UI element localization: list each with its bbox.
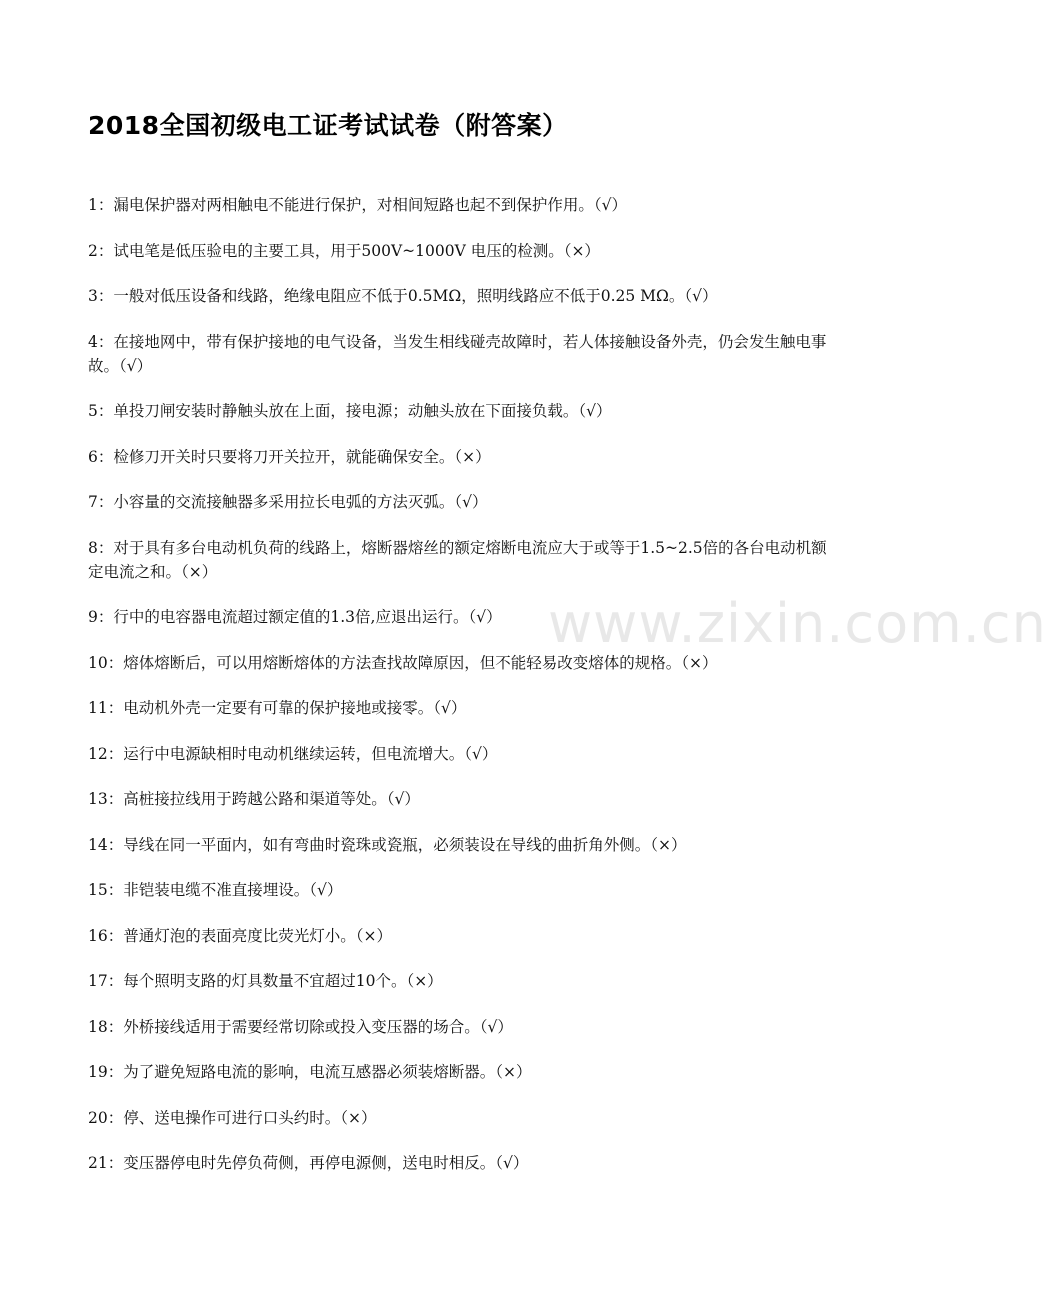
question-item-6: 6：检修刀开关时只要将刀开关拉开，就能确保安全。（×） <box>88 447 491 466</box>
question-item-5: 5：单投刀闸安装时静触头放在上面，接电源；动触头放在下面接负载。（√） <box>88 402 612 420</box>
question-item-12: 12：运行中电源缺相时电动机继续运转，但电流增大。（√） <box>88 744 498 763</box>
question-item-3: 3：一般对低压设备和线路，绝缘电阻应不低于0.5MΩ，照明线路应不低于0.25 MΩ。（√） <box>88 287 718 305</box>
question-item-18: 18：外桥接线适用于需要经常切除或投入变压器的场合。（√） <box>88 1017 513 1036</box>
question-item-20: 20：停、送电操作可进行口头约时。（×） <box>88 1108 377 1127</box>
question-list <box>88 193 833 1197</box>
question-item-7: 7：小容量的交流接触器多采用拉长电弧的方法灭弧。（√） <box>88 493 488 511</box>
question-item-19: 19：为了避免短路电流的影响，电流互感器必须装熔断器。（×） <box>88 1063 532 1081</box>
question-item-21: 21：变压器停电时先停负荷侧，再停电源侧，送电时相反。（√） <box>88 1154 529 1172</box>
question-item-11: 11：电动机外壳一定要有可靠的保护接地或接零。（√） <box>88 699 467 717</box>
question-item-16: 16：普通灯泡的表面亮度比荧光灯小。（×） <box>88 926 392 945</box>
question-item-8: 8：对于具有多台电动机负荷的线路上，熔断器熔丝的额定熔断电流应大于或等于1.5~2.5倍的各台电动机额定电流之和。（×） <box>88 538 827 581</box>
question-item-2: 2：试电笔是低压验电的主要工具，用于500V~1000V 电压的检测。（×） <box>88 241 600 260</box>
question-item-17: 17：每个照明支路的灯具数量不宜超过10个。（×） <box>88 972 443 990</box>
question-item-14: 14：导线在同一平面内，如有弯曲时瓷珠或瓷瓶，必须装设在导线的曲折角外侧。（×） <box>88 835 687 854</box>
question-item-1: 1：漏电保护器对两相触电不能进行保护，对相间短路也起不到保护作用。（√） <box>88 196 627 214</box>
question-item-4: 4：在接地网中，带有保护接地的电气设备，当发生相线碰壳故障时，若人体接触设备外壳，仍会发生触电事故。（√） <box>88 332 827 375</box>
question-item-13: 13：高桩接拉线用于跨越公路和渠道等处。（√） <box>88 790 420 808</box>
watermark-text: www.zixin.com.cn <box>548 592 1047 655</box>
question-item-9: 9：行中的电容器电流超过额定值的1.3倍,应退出运行。（√） <box>88 608 502 626</box>
question-item-15: 15：非铠装电缆不准直接埋设。（√） <box>88 881 343 899</box>
question-item-10: 10：熔体熔断后，可以用熔断熔体的方法查找故障原因，但不能轻易改变熔体的规格。（×） <box>88 653 718 672</box>
document-title: 2018全国初级电工证考试试卷（附答案） <box>88 111 568 140</box>
